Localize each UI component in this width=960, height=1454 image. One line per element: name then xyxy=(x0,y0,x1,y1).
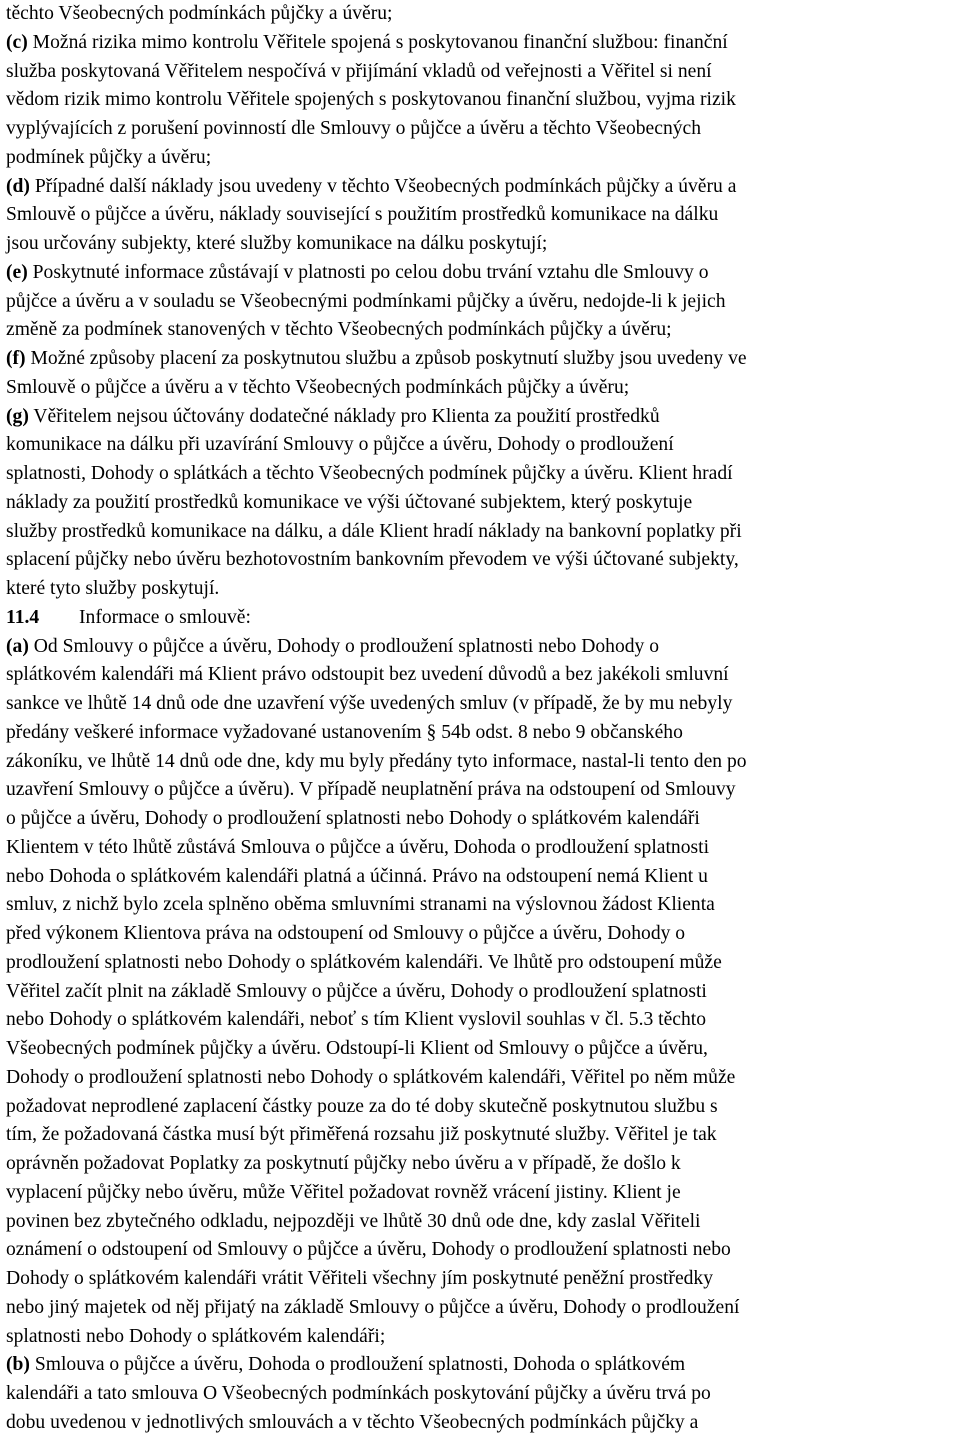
text-segment: nebo Dohoda o splátkovém kalendáři platná a účinná. Právo na odstoupení nemá Klient u xyxy=(6,865,708,887)
text-segment: Věřitel začít plnit na základě Smlouvy o půjčce a úvěru, Dohody o prodloužení splatnosti xyxy=(6,980,707,1002)
text-segment: smluv, z nichž bylo zcela splněno oběma smluvními stranami na výslovnou žádost Klienta xyxy=(6,894,715,916)
text-segment: Informace o smlouvě: xyxy=(79,606,251,628)
text-segment: splacení půjčky nebo úvěru bezhotovostním bankovním převodem ve výši účtované subjekty, xyxy=(6,549,739,571)
text-segment: o půjčce a úvěru, Dohody o prodloužení splatnosti nebo Dohody o splátkovém kalendáři xyxy=(6,808,700,829)
text-segment: splátkovém kalendáři má Klient právo odstoupit bez uvedení důvodů a bez jakékoli smluvní xyxy=(6,664,729,686)
text-segment: kalendáři a tato smlouva O Všeobecných podmínkách poskytování půjčky a úvěru trvá po xyxy=(6,1383,711,1404)
text-segment: zákoníku, ve lhůtě 14 dnů ode dne, kdy mu byly předány tyto informace, nastal-li tento den po xyxy=(6,750,747,772)
text-line xyxy=(6,173,958,202)
text-segment: Případné další náklady jsou uvedeny v těchto Všeobecných podmínkách půjčky a úvěru a xyxy=(29,175,737,197)
text-line xyxy=(6,259,958,288)
text-line xyxy=(6,1380,958,1409)
text-line xyxy=(6,920,958,949)
text-segment: Od Smlouvy o půjčce a úvěru, Dohody o prodloužení splatnosti nebo Dohody o xyxy=(28,635,660,657)
text-line xyxy=(6,1093,958,1122)
text-segment: nebo jiný majetek od něj přijatý na základě Smlouvy o půjčce a úvěru, Dohody o prodloužení xyxy=(6,1296,740,1318)
text-segment: Poskytnuté informace zůstávají v platnosti po celou dobu trvání vztahu dle Smlouvy o xyxy=(27,261,709,283)
text-line xyxy=(6,345,958,374)
text-line xyxy=(6,748,958,777)
text-line xyxy=(6,863,958,892)
text-line xyxy=(6,690,958,719)
text-line xyxy=(6,1035,958,1064)
text-segment: dobu uvedenou v jednotlivých smlouvách a v těchto Všeobecných podmínkách půjčky a xyxy=(6,1411,699,1433)
text-line xyxy=(6,1121,958,1150)
text-line xyxy=(6,1208,958,1237)
item-label: (a) xyxy=(6,635,29,657)
text-segment: tím, že požadovaná částka musí být přiměřená rozsahu již poskytnuté služby. Věřitel je tak xyxy=(6,1124,717,1146)
item-label: (c) xyxy=(6,31,28,53)
text-segment: oprávněn požadovat Poplatky za poskytnutí půjčky nebo úvěru a v případě, že došlo k xyxy=(6,1153,681,1174)
text-line xyxy=(6,1323,958,1352)
text-line xyxy=(6,575,958,604)
text-segment: Možné způsoby placení za poskytnutou službu a způsob poskytnutí služby jsou uvedeny ve xyxy=(25,348,747,369)
text-segment: podmínek půjčky a úvěru; xyxy=(6,146,212,168)
text-line xyxy=(6,891,958,920)
text-segment: nebo Dohody o splátkovém kalendáři, neboť s tím Klient vyslovil souhlas v čl. 5.3 těchto xyxy=(6,1009,707,1031)
text-segment: Věřitelem nejsou účtovány dodatečné náklady pro Klienta za použití prostředků xyxy=(28,405,660,427)
text-line xyxy=(6,86,958,115)
text-line xyxy=(6,115,958,144)
document-page xyxy=(6,0,958,1438)
text-line xyxy=(6,288,958,317)
text-line xyxy=(6,719,958,748)
text-line xyxy=(6,230,958,259)
text-line xyxy=(6,604,958,633)
text-line xyxy=(6,949,958,978)
text-segment: změně za podmínek stanovených v těchto Všeobecných podmínkách půjčky a úvěru; xyxy=(6,319,672,341)
text-segment: vyplacení půjčky nebo úvěru, může Věřitel požadovat rovněž vrácení jistiny. Klient je xyxy=(6,1181,681,1203)
text-line xyxy=(6,0,958,29)
text-segment: uzavření Smlouvy o půjčce a úvěru). V případě neuplatnění práva na odstoupení od Smlouvy xyxy=(6,779,736,801)
text-segment: sankce ve lhůtě 14 dnů ode dne uzavření výše uvedených smluv (v případě, že by mu nebyly xyxy=(6,693,733,714)
text-segment: služba poskytovaná Věřitelem nespočívá v přijímání vkladů od veřejnosti a Věřitel si není xyxy=(6,60,712,82)
text-line xyxy=(6,144,958,173)
text-segment: jsou určovány subjekty, které služby komunikace na dálku poskytují; xyxy=(6,233,548,254)
text-line xyxy=(6,805,958,834)
text-line xyxy=(6,403,958,432)
text-segment: před výkonem Klientova práva na odstoupení od Smlouvy o půjčce a úvěru, Dohody o xyxy=(6,923,686,944)
text-segment: těchto Všeobecných podmínkách půjčky a úvěru; xyxy=(6,3,393,24)
text-segment: povinen bez zbytečného odkladu, nejpozději ve lhůtě 30 dnů ode dne, kdy zaslal Věřiteli xyxy=(6,1210,701,1232)
text-segment: vyplývajících z porušení povinností dle Smlouvy o půjčce a úvěru a těchto Všeobecných xyxy=(6,118,702,139)
item-label: (e) xyxy=(6,261,28,283)
text-segment: půjčce a úvěru a v souladu se Všeobecnými podmínkami půjčky a úvěru, nedojde-li k jejich xyxy=(6,290,726,312)
text-line xyxy=(6,1150,958,1179)
text-segment: komunikace na dálku při uzavírání Smlouvy o půjčce a úvěru, Dohody o prodloužení xyxy=(6,434,674,456)
text-line xyxy=(6,58,958,87)
item-label: (b) xyxy=(6,1354,30,1376)
text-line xyxy=(6,1236,958,1265)
text-line xyxy=(6,661,958,690)
text-segment: Smlouvě o půjčce a úvěru a v těchto Všeobecných podmínkách půjčky a úvěru; xyxy=(6,376,630,398)
text-segment: Možná rizika mimo kontrolu Věřitele spojená s poskytovanou finanční službou: finanční xyxy=(27,31,728,53)
text-segment: požadovat neprodlené zaplacení částky pouze za do té doby skutečně poskytnutou službu s xyxy=(6,1095,718,1117)
text-line xyxy=(6,834,958,863)
text-line xyxy=(6,1064,958,1093)
text-line xyxy=(6,316,958,345)
text-line xyxy=(6,1409,958,1438)
text-segment: Klientem v této lhůtě zůstává Smlouva o půjčce a úvěru, Dohoda o prodloužení splatnosti xyxy=(6,836,710,858)
text-line xyxy=(6,1006,958,1035)
text-line xyxy=(6,431,958,460)
text-line xyxy=(6,489,958,518)
text-segment: vědom rizik mimo kontrolu Věřitele spojených s poskytovanou finanční službou, vyjma rizik xyxy=(6,89,736,111)
text-line xyxy=(6,374,958,403)
text-segment: které tyto služby poskytují. xyxy=(6,578,220,599)
text-segment: Dohody o splátkovém kalendáři vrátit Věřiteli všechny jím poskytnuté peněžní prostředky xyxy=(6,1268,714,1289)
text-line xyxy=(6,633,958,662)
text-segment: Smlouvě o půjčce a úvěru, náklady související s použitím prostředků komunikace na dálku xyxy=(6,204,719,226)
text-line xyxy=(6,201,958,230)
item-label: (d) xyxy=(6,175,30,197)
text-line xyxy=(6,1351,958,1380)
text-line xyxy=(6,978,958,1007)
text-segment: služby prostředků komunikace na dálku, a dále Klient hradí náklady na bankovní poplatky při xyxy=(6,520,742,542)
text-segment: splatnosti, Dohody o splátkách a těchto Všeobecných podmínek půjčky a úvěru. Klient hradí xyxy=(6,463,733,484)
text-line xyxy=(6,29,958,58)
text-segment: splatnosti nebo Dohody o splátkovém kalendáři; xyxy=(6,1325,386,1347)
item-label: (g) xyxy=(6,405,29,427)
text-segment: náklady za použití prostředků komunikace ve výši účtované subjektem, který poskytuje xyxy=(6,491,693,513)
text-segment: Dohody o prodloužení splatnosti nebo Dohody o splátkovém kalendáři, Věřitel po něm může xyxy=(6,1066,736,1088)
text-line xyxy=(6,1179,958,1208)
text-line xyxy=(6,1294,958,1323)
text-line xyxy=(6,776,958,805)
text-segment: oznámení o odstoupení od Smlouvy o půjčce a úvěru, Dohody o prodloužení splatnosti nebo xyxy=(6,1239,731,1261)
text-line xyxy=(6,1265,958,1294)
text-line xyxy=(6,460,958,489)
text-line xyxy=(6,518,958,547)
text-segment: předány veškeré informace vyžadované ustanovením § 54b odst. 8 nebo 9 občanského xyxy=(6,721,683,743)
section-number: 11.4 xyxy=(6,606,40,628)
item-label: (f) xyxy=(6,348,26,369)
text-segment: prodloužení splatnosti nebo Dohody o splátkovém kalendáři. Ve lhůtě pro odstoupení může xyxy=(6,951,722,973)
text-segment: Smlouva o půjčce a úvěru, Dohoda o prodloužení splatnosti, Dohoda o splátkovém xyxy=(29,1354,686,1376)
text-segment: Všeobecných podmínek půjčky a úvěru. Odstoupí-li Klient od Smlouvy o půjčce a úvěru, xyxy=(6,1038,708,1059)
text-line xyxy=(6,546,958,575)
